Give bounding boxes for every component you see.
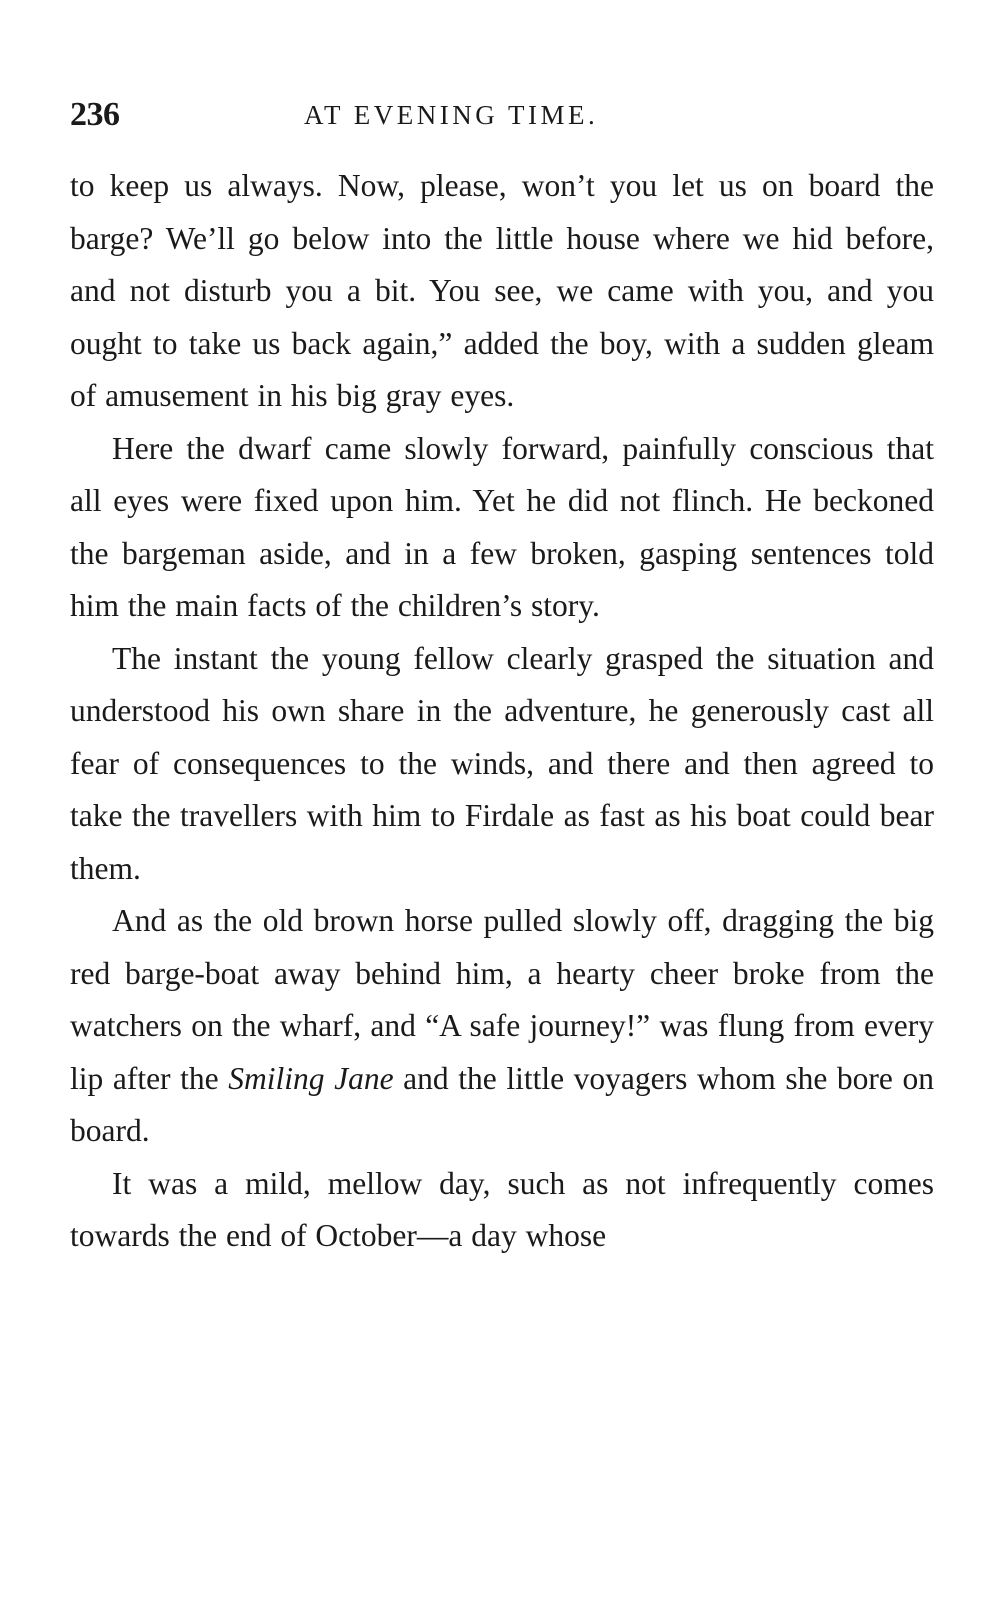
paragraph-departure [70,895,934,1158]
page-header [70,96,934,140]
paragraph-october: It was a mild, mellow day, such as not infrequently comes towards the end of October—a day whose [70,1165,934,1253]
body-text [70,160,934,1263]
boat-name-italic: Smiling Jane [228,1060,394,1096]
paragraph-dwarf: Here the dwarf came slowly forward, painfully conscious that all eyes were fixed upon him. Yet he did not flinch. He beckoned the bargeman aside, and in a few broken, gasping sentences told him the main facts of the children’s story. [70,430,934,623]
paragraph-departure-text-before: And as the old brown horse pulled slowly off, dragging the big red barge-boat away behind him, a hearty cheer broke from the watchers on the wharf, and “A safe journey!” was flung from every lip after the [70,903,934,1096]
running-head: AT EVENING TIME. [304,100,599,130]
page-number: 236 [70,96,120,133]
paragraph-continued: to keep us always. Now, please, won’t you let us on board the barge? We’ll go below into the little house where we hid before, and not disturb you a bit. You see, we came with you, and you ought to take us back again,” added the boy, with a sudden gleam of amusement in his big gray eyes. [70,168,934,413]
paragraph-bargeman: The instant the young fellow clearly grasped the situation and understood his own share in the adventure, he generously cast all fear of consequences to the winds, and there and then agreed to take the travellers with him to Firdale as fast as his boat could bear them. [70,640,934,886]
paragraph-departure-text-after: and the little voyagers whom she bore on board. [70,1060,934,1148]
